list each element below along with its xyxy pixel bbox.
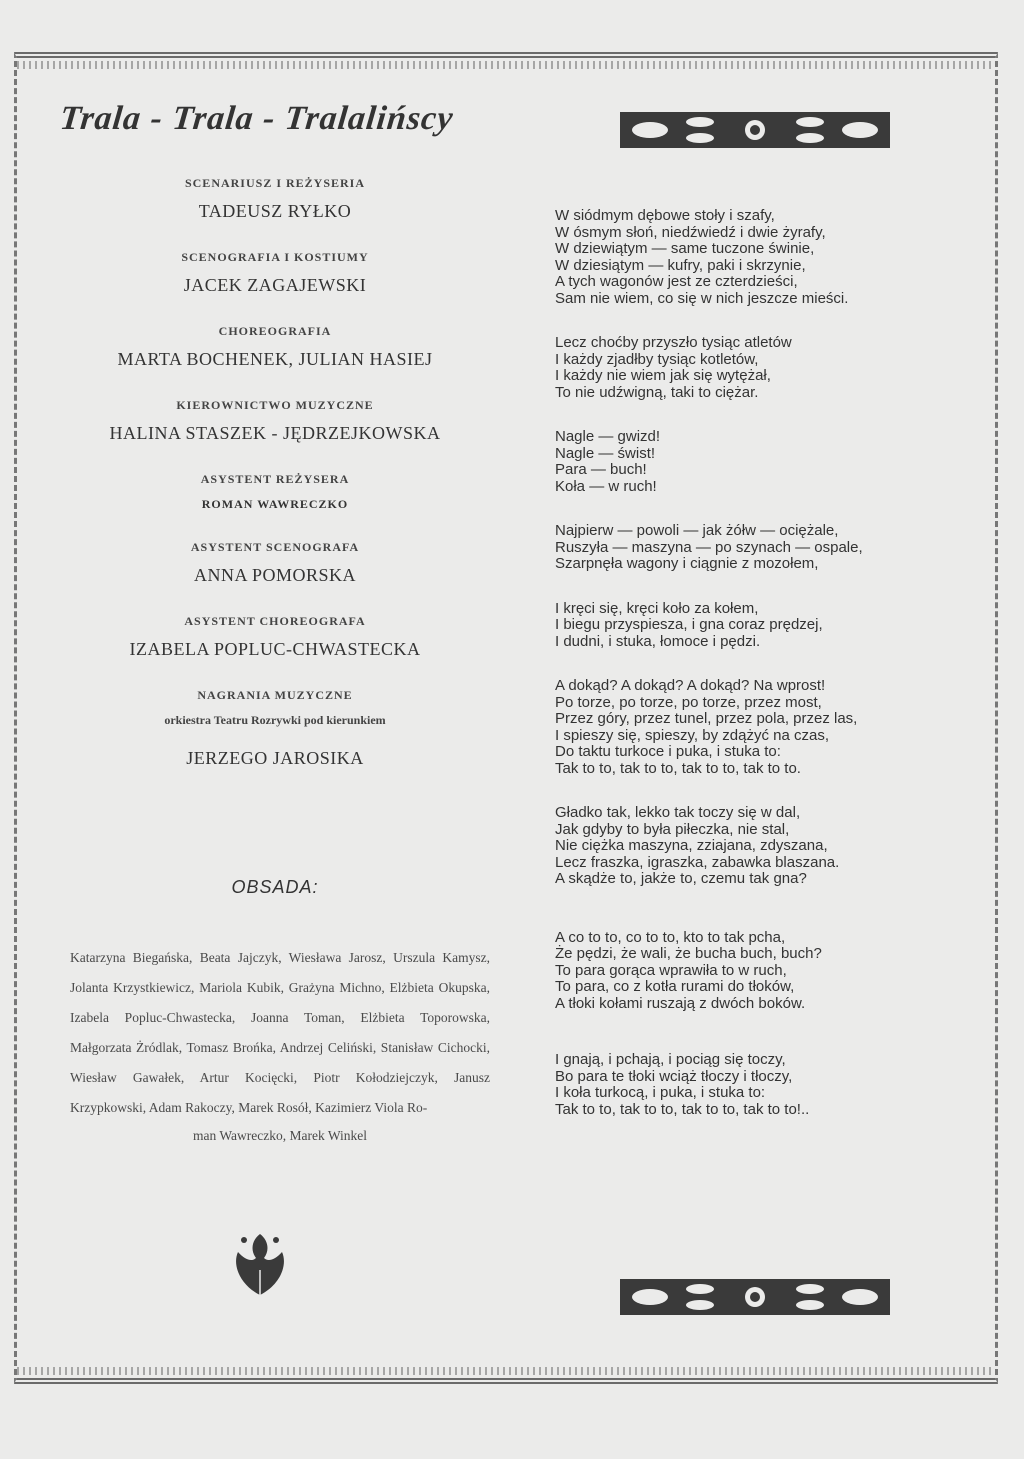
poem-stanza <box>555 678 975 777</box>
poem-stanza <box>555 1052 975 1118</box>
poem-line: Koła — w ruch! <box>555 477 657 495</box>
poem-line: Para — buch! <box>555 461 647 478</box>
poem-line: I dudni, i stuka, łomoce i pędzi. <box>555 632 761 650</box>
poem-line: Jak gdyby to była piłeczka, nie stal, <box>555 820 790 838</box>
poem-line: I spieszy się, spieszy, by zdążyć na czas, <box>555 726 829 744</box>
poem-line: To para, co z kotła rurami do tłoków, <box>555 978 795 995</box>
poem-line: Nie ciężka maszyna, zziajana, zdyszana, <box>555 837 828 854</box>
poem-line: Tak to to, tak to to, tak to to, tak to to!.. <box>555 1100 810 1118</box>
poem-line: I biegu przyspiesza, i gna coraz prędzej, <box>555 616 823 633</box>
poem-line: Nagle — gwizd! <box>555 428 661 445</box>
poem-line: A dokąd? A dokąd? A dokąd? Na wprost! <box>555 677 826 694</box>
poem-line: Bo para te tłoki wciąż tłoczy i tłoczy, <box>555 1067 793 1085</box>
music-orchestra: orkiestra Teatru Rozrywki pod kierunkiem <box>164 713 386 727</box>
credit-name: MARTA BOCHENEK, JULIAN HASIEJ <box>117 349 433 369</box>
poem-stanza <box>555 335 975 401</box>
floral-ornament-icon <box>620 108 890 152</box>
floral-ornament-icon <box>620 1275 890 1319</box>
poem-line: Tak to to, tak to to, tak to to, tak to to. <box>555 759 801 777</box>
poem-line: I każdy zjadłby tysiąc kotletów, <box>555 350 759 368</box>
poem-line: To para gorąca wprawiła to w ruch, <box>555 961 787 979</box>
poem-column <box>555 208 975 1146</box>
poem-line: I gnają, i pchają, i pociąg się toczy, <box>555 1051 786 1068</box>
credit-name: TADEUSZ RYŁKO <box>198 201 352 221</box>
poem-line: Sam nie wiem, co się w nich jeszcze mieści. <box>555 289 849 307</box>
poem-line: W ósmym słoń, niedźwiedź i dwie żyrafy, <box>555 223 826 241</box>
credit-role: SCENARIUSZ I REŻYSERIA <box>184 176 366 190</box>
cast-list: Katarzyna Biegańska, Beata Jajczyk, Wiesława Jarosz, Urszula Kamysz, Jolanta Krzystkiewicz, Mariola Kubik, Grażyna Michno, Elżbieta Okupska, Izabela Popluc-Chwastecka, Joanna Toman, Elżbieta Toporowska, Małgorzata Żródlak, Tomasz Brońka, Andrzej Celiński, Stanisław Cichocki, Wiesław Gawałek, Artur Kocięcki, Piotr Kołodziejczyk, Janusz Krzypkowski, Adam Rakoczy, Marek Rosół, Kazimierz Viola Ro- <box>70 950 490 1115</box>
poem-stanza <box>555 930 975 1013</box>
poem-line: Że pędzi, że wali, że bucha buch, buch? <box>555 945 822 962</box>
poem-line: Najpierw — powoli — jak żółw — ociężale, <box>555 522 839 539</box>
credit-role: ASYSTENT REŻYSERA <box>200 472 350 486</box>
poem-line: Lecz fraszka, igraszka, zabawka blaszana. <box>555 853 840 871</box>
cast-heading: OBSADA: <box>231 877 319 897</box>
poem-line: A tych wagonów jest ze czterdzieści, <box>555 273 798 290</box>
poem-line: Gładko tak, lekko tak toczy się w dal, <box>555 804 801 821</box>
credit-name: HALINA STASZEK - JĘDRZEJKOWSKA <box>109 423 441 443</box>
poem-line: Szarpnęła wagony i ciągnie z mozołem, <box>555 555 819 572</box>
poem-line: To nie udźwigną, taki to ciężar. <box>555 383 759 401</box>
credit-role: CHOREOGRAFIA <box>218 324 332 338</box>
poem-line: I kręci się, kręci koło za kołem, <box>555 599 759 617</box>
credit-name: ANNA POMORSKA <box>193 565 357 585</box>
poem-line: Nagle — świst! <box>555 444 656 462</box>
poem-line: Po torze, po torze, po torze, przez most, <box>555 693 822 711</box>
credits-column <box>50 100 500 1151</box>
poem-line: Przez góry, przez tunel, przez pola, przez las, <box>555 710 858 727</box>
poem-stanza <box>555 601 975 651</box>
music-conductor: JERZEGO JAROSIKA <box>186 748 364 768</box>
poem-line: Lecz choćby przyszło tysiąc atletów <box>555 334 792 351</box>
poem-line: W siódmym dębowe stoły i szafy, <box>555 207 775 224</box>
poem-line: W dziewiątym — same tuczone świnie, <box>555 240 815 257</box>
page-title: Trala - Trala - Tralalińscy <box>58 100 456 137</box>
poem-stanza <box>555 208 975 307</box>
music-role: NAGRANIA MUZYCZNE <box>197 688 353 702</box>
poem-stanza <box>555 429 975 495</box>
credit-name: JACEK ZAGAJEWSKI <box>183 275 367 295</box>
credit-name: ROMAN WAWRECZKO <box>201 497 349 511</box>
poem-line: A tłoki kołami ruszają z dwóch boków. <box>555 994 806 1012</box>
credit-role: ASYSTENT SCENOGRAFA <box>190 540 360 554</box>
credit-role: ASYSTENT CHOREOGRAFA <box>184 614 366 628</box>
poem-line: I każdy nie wiem jak się wytężał, <box>555 367 771 384</box>
poem-stanza <box>555 523 975 573</box>
credits-list <box>50 176 500 769</box>
poem-stanza <box>555 805 975 888</box>
poem-line: W dziesiątym — kufry, paki i skrzynie, <box>555 256 806 274</box>
credit-role: KIEROWNICTWO MUZYCZNE <box>176 398 374 412</box>
cast-list-end: man Wawreczko, Marek Winkel <box>192 1128 368 1143</box>
poem-line: Do taktu turkoce i puka, i stuka to: <box>555 743 781 760</box>
poem-line: Ruszyła — maszyna — po szynach — ospale, <box>555 538 863 556</box>
poem-line: A co to to, co to to, kto to tak pcha, <box>555 928 786 946</box>
poem-line: I koła turkocą, i puka, i stuka to: <box>555 1084 766 1101</box>
credit-role: SCENOGRAFIA I KOSTIUMY <box>181 250 369 264</box>
leaf-ornament-icon <box>230 1230 290 1300</box>
poem-line: A skądże to, jakże to, czemu tak gna? <box>555 870 807 887</box>
credit-name: IZABELA POPLUC-CHWASTECKA <box>129 639 421 659</box>
